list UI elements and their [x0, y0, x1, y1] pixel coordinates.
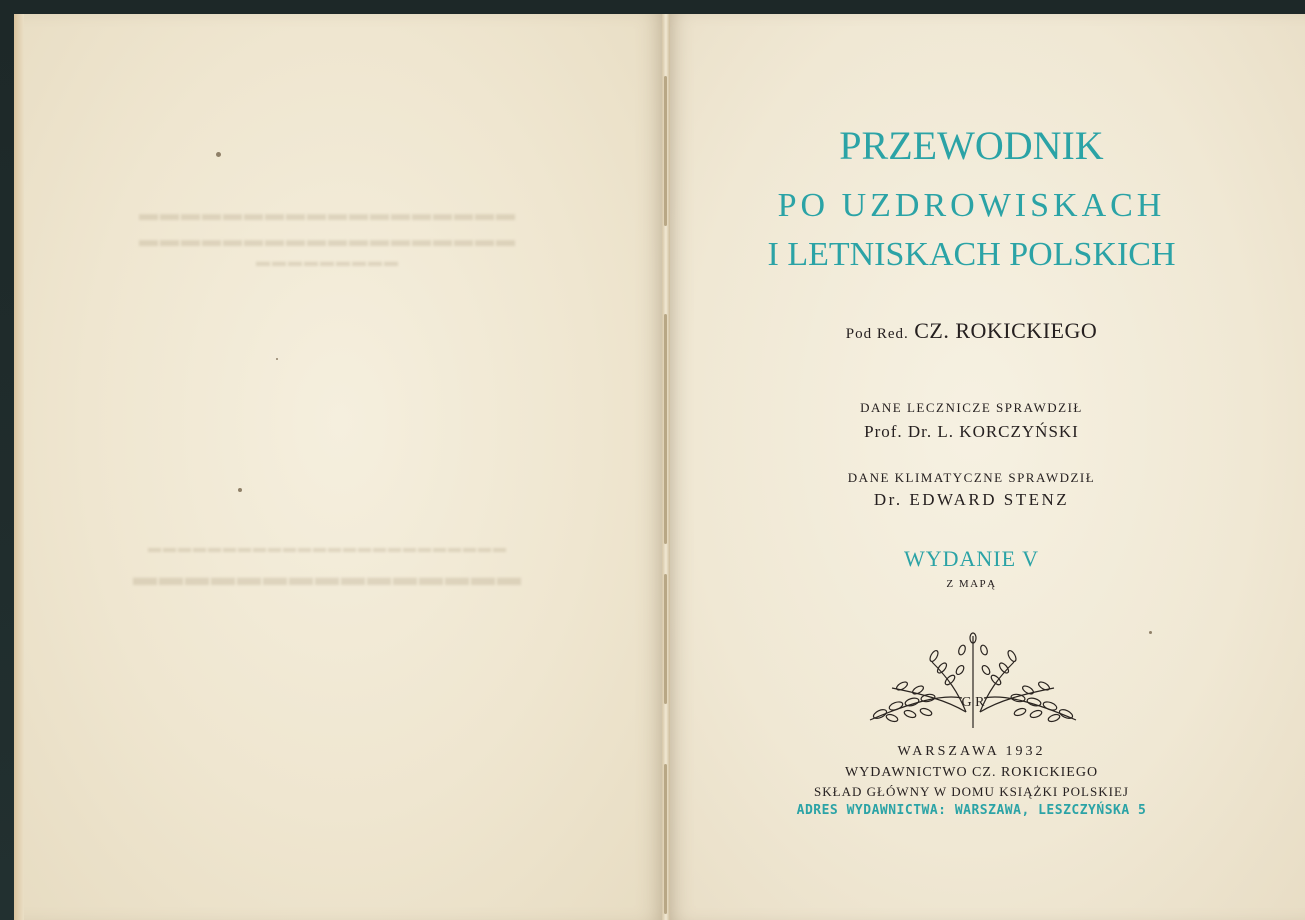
imprint-warehouse: SKŁAD GŁÓWNY W DOMU KSIĄŻKI POLSKIEJ: [814, 784, 1129, 799]
imprint-publisher: WYDAWNICTWO CZ. ROKICKIEGO: [844, 765, 1099, 780]
medical-data-label: DANE LECZNICZE SPRAWDZIŁ: [860, 400, 1083, 415]
imprint-address: ADRES WYDAWNICTWA: WARSZAWA, LESZCZYŃSKA 5: [796, 803, 1147, 818]
left-page: [14, 14, 666, 920]
editor-prefix: Pod Red.: [845, 326, 909, 342]
binding-stitch: [664, 574, 667, 704]
show-through-editor: ▬▬▬▬▬▬▬▬▬: [254, 255, 398, 270]
imprint-city-year: WARSZAWA 1932: [897, 744, 1046, 759]
edition-label: WYDANIE V: [903, 546, 1040, 571]
title-line-3: I LETNISKACH POLSKICH: [767, 236, 1176, 273]
show-through-imprint: ▬▬▬▬▬▬▬▬▬▬▬▬▬▬▬▬▬▬▬▬▬▬▬▬: [146, 540, 506, 555]
paper-speck: [238, 488, 242, 492]
editor-name: CZ. ROKICKIEGO: [914, 318, 1098, 343]
title-line-1: PRZEWODNIK: [839, 123, 1104, 168]
laurel-emblem: [862, 632, 1084, 740]
climate-data-label: DANE KLIMATYCZNE SPRAWDZIŁ: [847, 470, 1096, 485]
paper-speck: [276, 358, 278, 360]
paper-speck: [1149, 631, 1152, 634]
show-through-title: ▬▬▬▬▬▬▬▬▬▬▬▬▬▬▬▬▬▬: [137, 204, 515, 225]
climate-data-verifier: Dr. EDWARD STENZ: [873, 490, 1070, 509]
medical-data-verifier: Prof. Dr. L. KORCZYŃSKI: [864, 422, 1079, 441]
show-through-title: ▬▬▬▬▬▬▬▬▬▬▬▬▬▬▬▬▬▬: [137, 230, 515, 251]
title-line-2: PO UZDROWISKACH: [777, 187, 1166, 224]
emblem-monogram: G R: [961, 695, 985, 710]
show-through-imprint: ▬▬▬▬▬▬▬▬▬▬▬▬▬▬▬: [131, 565, 521, 591]
editor-credit: [652, 318, 1291, 344]
paper-speck: [216, 152, 221, 157]
edition-map-note: Z MAPĄ: [946, 578, 997, 590]
